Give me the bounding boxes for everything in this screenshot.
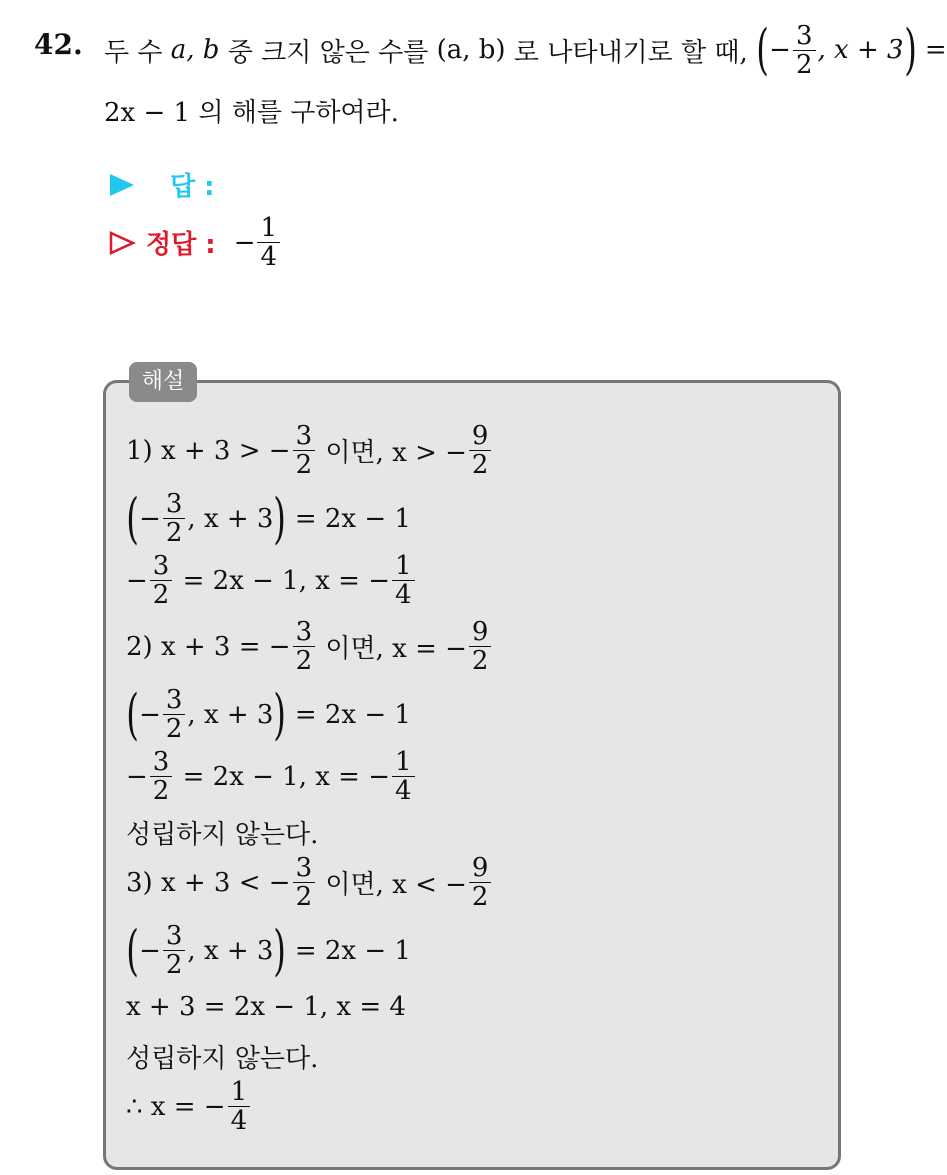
question-line-1 (104, 10, 947, 90)
correct-label: 정답 : (146, 230, 216, 260)
solution-line-6: − $\frac{3}{2}$ = 2x − 1, x = − $\frac{1}{4}$ (126, 748, 417, 805)
minus-sign: − (769, 35, 791, 65)
solution-line-3: − $\frac{3}{2}$ = 2x − 1, x = − $\frac{1}{4}$ (126, 552, 417, 609)
answer-row (108, 166, 215, 203)
solution-not-hold-1: 성립하지 않는다. (126, 820, 319, 850)
question-number: 42. (34, 28, 83, 61)
right-paren: ) (903, 18, 917, 81)
solution-line-4: 2) x + 3 = − $\frac{3}{2}$ 이면, x = − $\frac{9}{2}$ (126, 618, 493, 675)
solution-not-hold-2: 성립하지 않는다. (126, 1044, 319, 1074)
solution-final: ∴ x = − $\frac{1}{4}$ (126, 1078, 252, 1135)
answer-label: 답 : (170, 172, 215, 202)
fraction-3-2: $\frac{3}{2}$ (793, 22, 816, 79)
question-mid: 중 크지 않은 수를 (227, 37, 429, 68)
question-eq: = (924, 35, 947, 65)
play-outline-icon (108, 229, 136, 257)
solution-line-8: ( − $\frac{3}{2}$ , x + 3 ) = 2x − 1 (126, 918, 411, 982)
question-arg-tail: , x + 3 (817, 35, 904, 65)
question-line-2: 2x − 1 의 해를 구하여라. (104, 98, 399, 128)
solution-line-2: ( − $\frac{3}{2}$ , x + 3 ) = 2x − 1 (126, 486, 411, 550)
correct-fraction: $\frac{1}{4}$ (257, 214, 280, 271)
solution-line-5: ( − $\frac{3}{2}$ , x + 3 ) = 2x − 1 (126, 682, 411, 746)
solution-line-9: x + 3 = 2x − 1, x = 4 (126, 992, 406, 1022)
question-suffix: 로 나타내기로 할 때, (513, 37, 748, 68)
left-paren: ( (756, 18, 769, 81)
correct-answer-row (108, 214, 282, 271)
question-prefix: 두 수 (104, 37, 163, 68)
solution-tab: 해설 (129, 362, 197, 402)
solution-line-1: 1) x + 3 > − $\frac{3}{2}$ 이면, x > − $\frac{9}{2}$ (126, 422, 493, 479)
play-arrow-icon (108, 171, 136, 199)
question-ab: a, b (170, 35, 220, 65)
correct-sign: − (233, 227, 256, 258)
question-pair: (a, b) (436, 35, 506, 65)
solution-line-7: 3) x + 3 < − $\frac{3}{2}$ 이면, x < − $\frac{9}{2}$ (126, 854, 493, 911)
